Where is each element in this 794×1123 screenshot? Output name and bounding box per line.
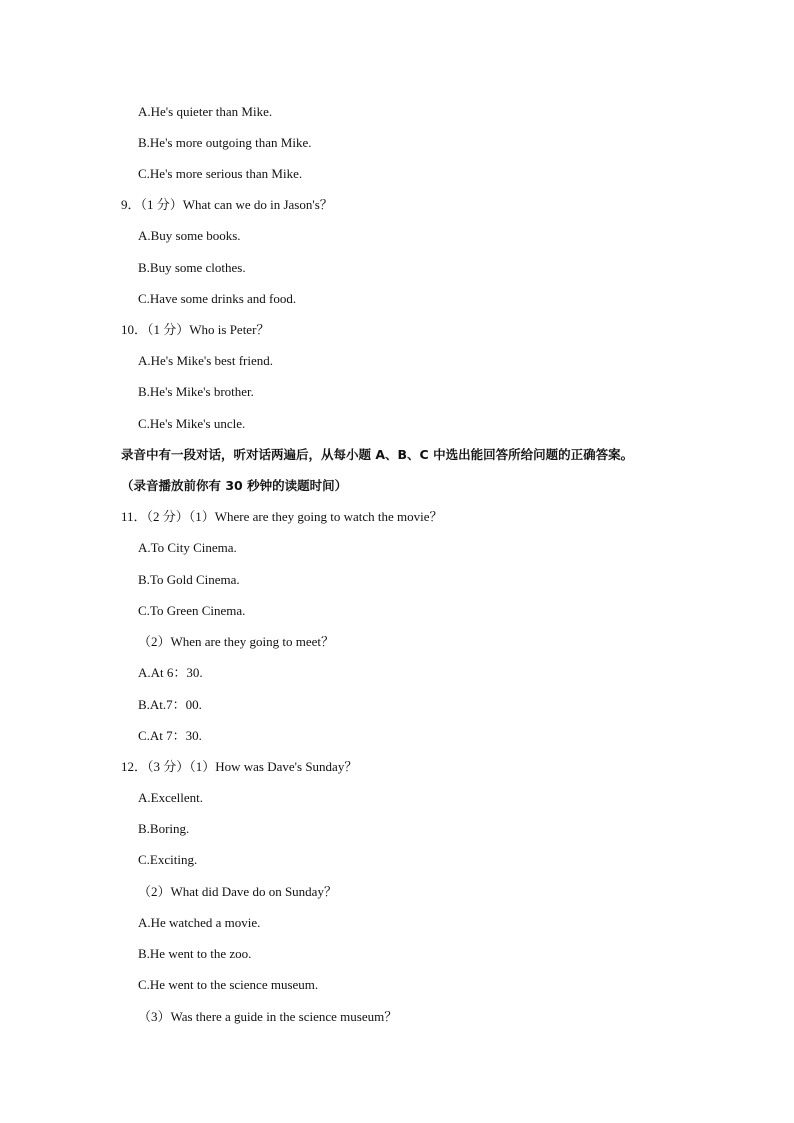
q11-1-option-c: C.To Green Cinema. bbox=[138, 603, 246, 618]
q12-2-option-c: C.He went to the science museum. bbox=[138, 977, 319, 992]
section-instructions: 录音中有一段对话，听对话两遍后，从每小题 A、B、C 中选出能回答所给问题的正确答案。 bbox=[121, 447, 634, 462]
q10-option-a: A.He's Mike's best friend. bbox=[138, 353, 274, 368]
q9-option-a: A.Buy some books. bbox=[138, 228, 241, 243]
q9-option-b: B.Buy some clothes. bbox=[138, 260, 246, 275]
q11-sub2-stem: （2）When are they going to meet？ bbox=[138, 634, 335, 649]
q12-sub3-stem: （3）Was there a guide in the science museum？ bbox=[138, 1009, 398, 1024]
q12-stem: 12．（3 分）（1）How was Dave's Sunday？ bbox=[121, 759, 358, 774]
q10-option-b: B.He's Mike's brother. bbox=[138, 384, 254, 399]
section-instructions-time: （录音播放前你有 30 秒钟的读题时间） bbox=[121, 478, 348, 493]
q11-1-option-b: B.To Gold Cinema. bbox=[138, 572, 240, 587]
q12-1-option-a: A.Excellent. bbox=[138, 790, 203, 805]
q12-2-option-b: B.He went to the zoo. bbox=[138, 946, 252, 961]
q11-2-option-c: C.At 7：30. bbox=[138, 728, 202, 743]
q10-option-c: C.He's Mike's uncle. bbox=[138, 416, 246, 431]
q8-option-b: B.He's more outgoing than Mike. bbox=[138, 135, 312, 150]
q10-stem: 10．（1 分）Who is Peter？ bbox=[121, 322, 270, 337]
q9-stem: 9．（1 分）What can we do in Jason's？ bbox=[121, 197, 333, 212]
q11-2-option-a: A.At 6：30. bbox=[138, 665, 203, 680]
q8-option-c: C.He's more serious than Mike. bbox=[138, 166, 303, 181]
q12-1-option-c: C.Exciting. bbox=[138, 852, 198, 867]
q11-1-option-a: A.To City Cinema. bbox=[138, 540, 237, 555]
q12-1-option-b: B.Boring. bbox=[138, 821, 190, 836]
q11-stem: 11．（2 分）（1）Where are they going to watch the movie？ bbox=[121, 509, 443, 524]
q9-option-c: C.Have some drinks and food. bbox=[138, 291, 297, 306]
q12-2-option-a: A.He watched a movie. bbox=[138, 915, 261, 930]
q11-2-option-b: B.At.7：00. bbox=[138, 697, 202, 712]
q8-option-a: A.He's quieter than Mike. bbox=[138, 104, 273, 119]
q12-sub2-stem: （2）What did Dave do on Sunday？ bbox=[138, 884, 337, 899]
